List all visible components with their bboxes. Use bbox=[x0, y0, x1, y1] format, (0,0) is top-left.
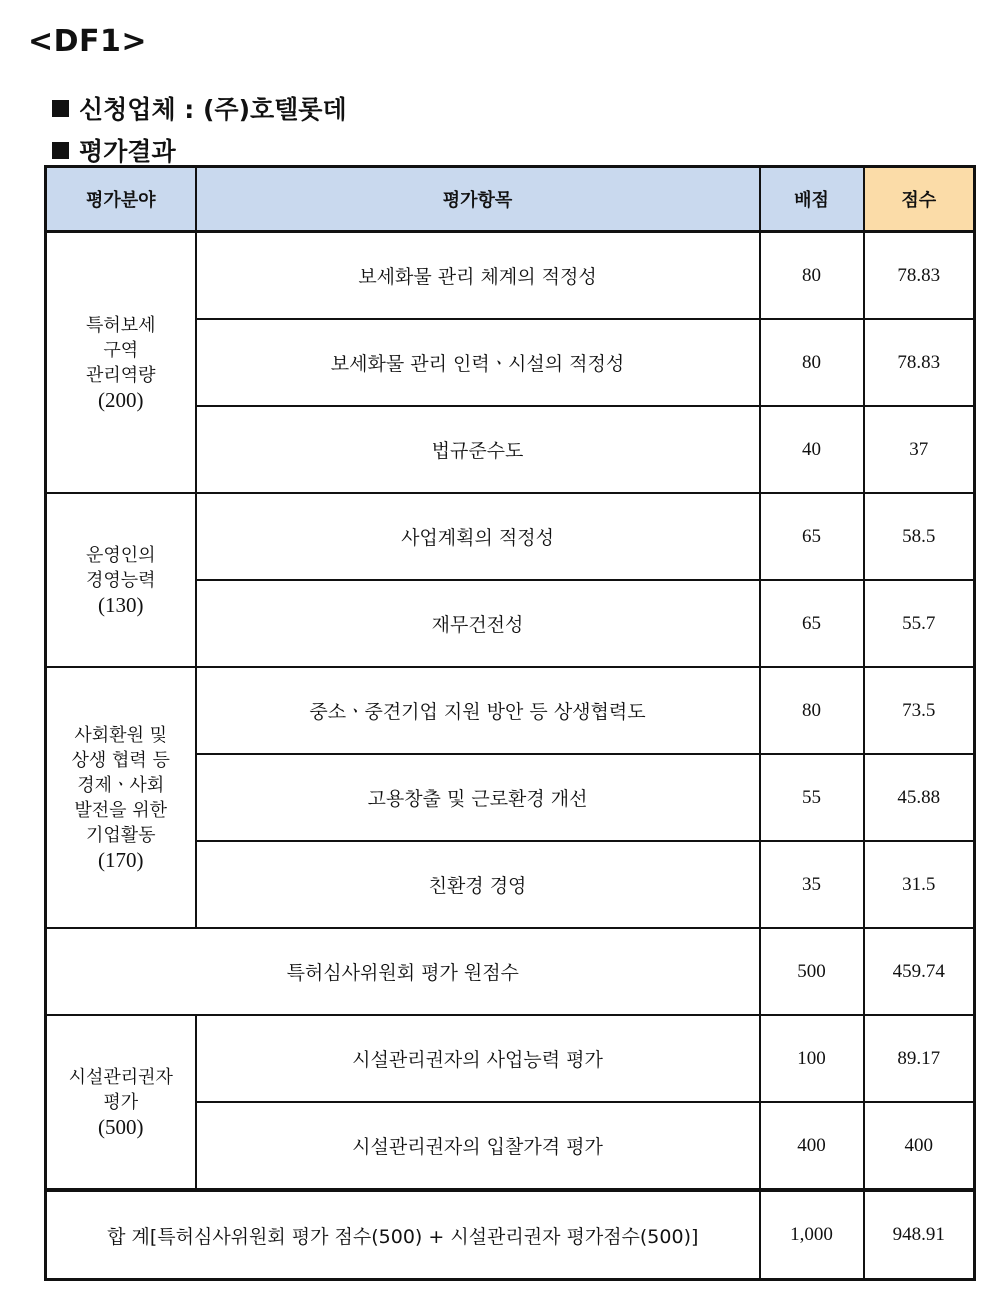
item-cell: 중소ㆍ중견기업 지원 방안 등 상생협력도 bbox=[196, 667, 760, 754]
area-line: 사회환원 및 bbox=[74, 724, 168, 746]
item-cell: 시설관리권자의 입찰가격 평가 bbox=[196, 1102, 760, 1190]
header-allot: 배점 bbox=[760, 167, 864, 232]
document-title: <DF1> bbox=[28, 24, 148, 59]
table-row bbox=[46, 493, 975, 580]
item-cell: 사업계획의 적정성 bbox=[196, 493, 760, 580]
applicant-text: 신청업체 : (주)호텔롯데 bbox=[79, 95, 347, 124]
subtotal-score: 459.74 bbox=[864, 928, 975, 1015]
allot-cell: 55 bbox=[760, 754, 864, 841]
area-line: (130) bbox=[98, 592, 144, 617]
header-area: 평가분야 bbox=[46, 167, 196, 232]
table-row bbox=[46, 667, 975, 754]
area-line: 시설관리권자 bbox=[68, 1066, 173, 1088]
allot-cell: 35 bbox=[760, 841, 864, 928]
area-cell bbox=[46, 493, 196, 667]
area-line: 경영능력 bbox=[85, 569, 156, 591]
subtotal-row bbox=[46, 928, 975, 1015]
total-label: 합 계[특허심사위원회 평가 점수(500) + 시설관리권자 평가점수(500)] bbox=[46, 1190, 760, 1280]
header-item: 평가항목 bbox=[196, 167, 760, 232]
score-cell: 78.83 bbox=[864, 319, 975, 406]
area-line: 구역 bbox=[103, 339, 139, 361]
allot-cell: 65 bbox=[760, 580, 864, 667]
item-cell: 법규준수도 bbox=[196, 406, 760, 493]
result-text: 평가결과 bbox=[79, 137, 176, 166]
result-line bbox=[52, 132, 176, 168]
total-allot: 1,000 bbox=[760, 1190, 864, 1280]
area-cell bbox=[46, 1015, 196, 1190]
score-cell: 78.83 bbox=[864, 232, 975, 320]
area-line: 관리역량 bbox=[85, 364, 156, 386]
applicant-line bbox=[52, 90, 347, 126]
score-cell: 31.5 bbox=[864, 841, 975, 928]
score-cell: 400 bbox=[864, 1102, 975, 1190]
allot-cell: 80 bbox=[760, 232, 864, 320]
total-score: 948.91 bbox=[864, 1190, 975, 1280]
area-line: 경제ㆍ사회 bbox=[77, 774, 165, 796]
header-score: 점수 bbox=[864, 167, 975, 232]
allot-cell: 400 bbox=[760, 1102, 864, 1190]
subtotal-label: 특허심사위원회 평가 원점수 bbox=[46, 928, 760, 1015]
allot-cell: 80 bbox=[760, 319, 864, 406]
item-cell: 시설관리권자의 사업능력 평가 bbox=[196, 1015, 760, 1102]
allot-cell: 100 bbox=[760, 1015, 864, 1102]
score-cell: 73.5 bbox=[864, 667, 975, 754]
score-cell: 37 bbox=[864, 406, 975, 493]
area-line: 운영인의 bbox=[85, 544, 156, 566]
area-line: 상생 협력 등 bbox=[71, 749, 170, 771]
table-row bbox=[46, 1015, 975, 1102]
area-line: 평가 bbox=[103, 1091, 139, 1113]
allot-cell: 65 bbox=[760, 493, 864, 580]
table-header-row bbox=[46, 167, 975, 232]
item-cell: 친환경 경영 bbox=[196, 841, 760, 928]
area-line: 기업활동 bbox=[85, 824, 156, 846]
area-line: (170) bbox=[98, 847, 144, 872]
square-bullet-icon bbox=[52, 100, 69, 117]
allot-cell: 80 bbox=[760, 667, 864, 754]
item-cell: 보세화물 관리 체계의 적정성 bbox=[196, 232, 760, 320]
subtotal-allot: 500 bbox=[760, 928, 864, 1015]
square-bullet-icon bbox=[52, 142, 69, 159]
evaluation-table bbox=[44, 165, 976, 1281]
item-cell: 보세화물 관리 인력ㆍ시설의 적정성 bbox=[196, 319, 760, 406]
table-row bbox=[46, 232, 975, 320]
area-cell bbox=[46, 667, 196, 928]
total-row bbox=[46, 1190, 975, 1280]
area-line: 발전을 위한 bbox=[74, 799, 168, 821]
item-cell: 고용창출 및 근로환경 개선 bbox=[196, 754, 760, 841]
area-cell bbox=[46, 232, 196, 494]
score-cell: 55.7 bbox=[864, 580, 975, 667]
score-cell: 89.17 bbox=[864, 1015, 975, 1102]
item-cell: 재무건전성 bbox=[196, 580, 760, 667]
area-line: (200) bbox=[98, 387, 144, 412]
score-cell: 45.88 bbox=[864, 754, 975, 841]
allot-cell: 40 bbox=[760, 406, 864, 493]
area-line: 특허보세 bbox=[85, 314, 156, 336]
score-cell: 58.5 bbox=[864, 493, 975, 580]
area-line: (500) bbox=[98, 1114, 144, 1139]
